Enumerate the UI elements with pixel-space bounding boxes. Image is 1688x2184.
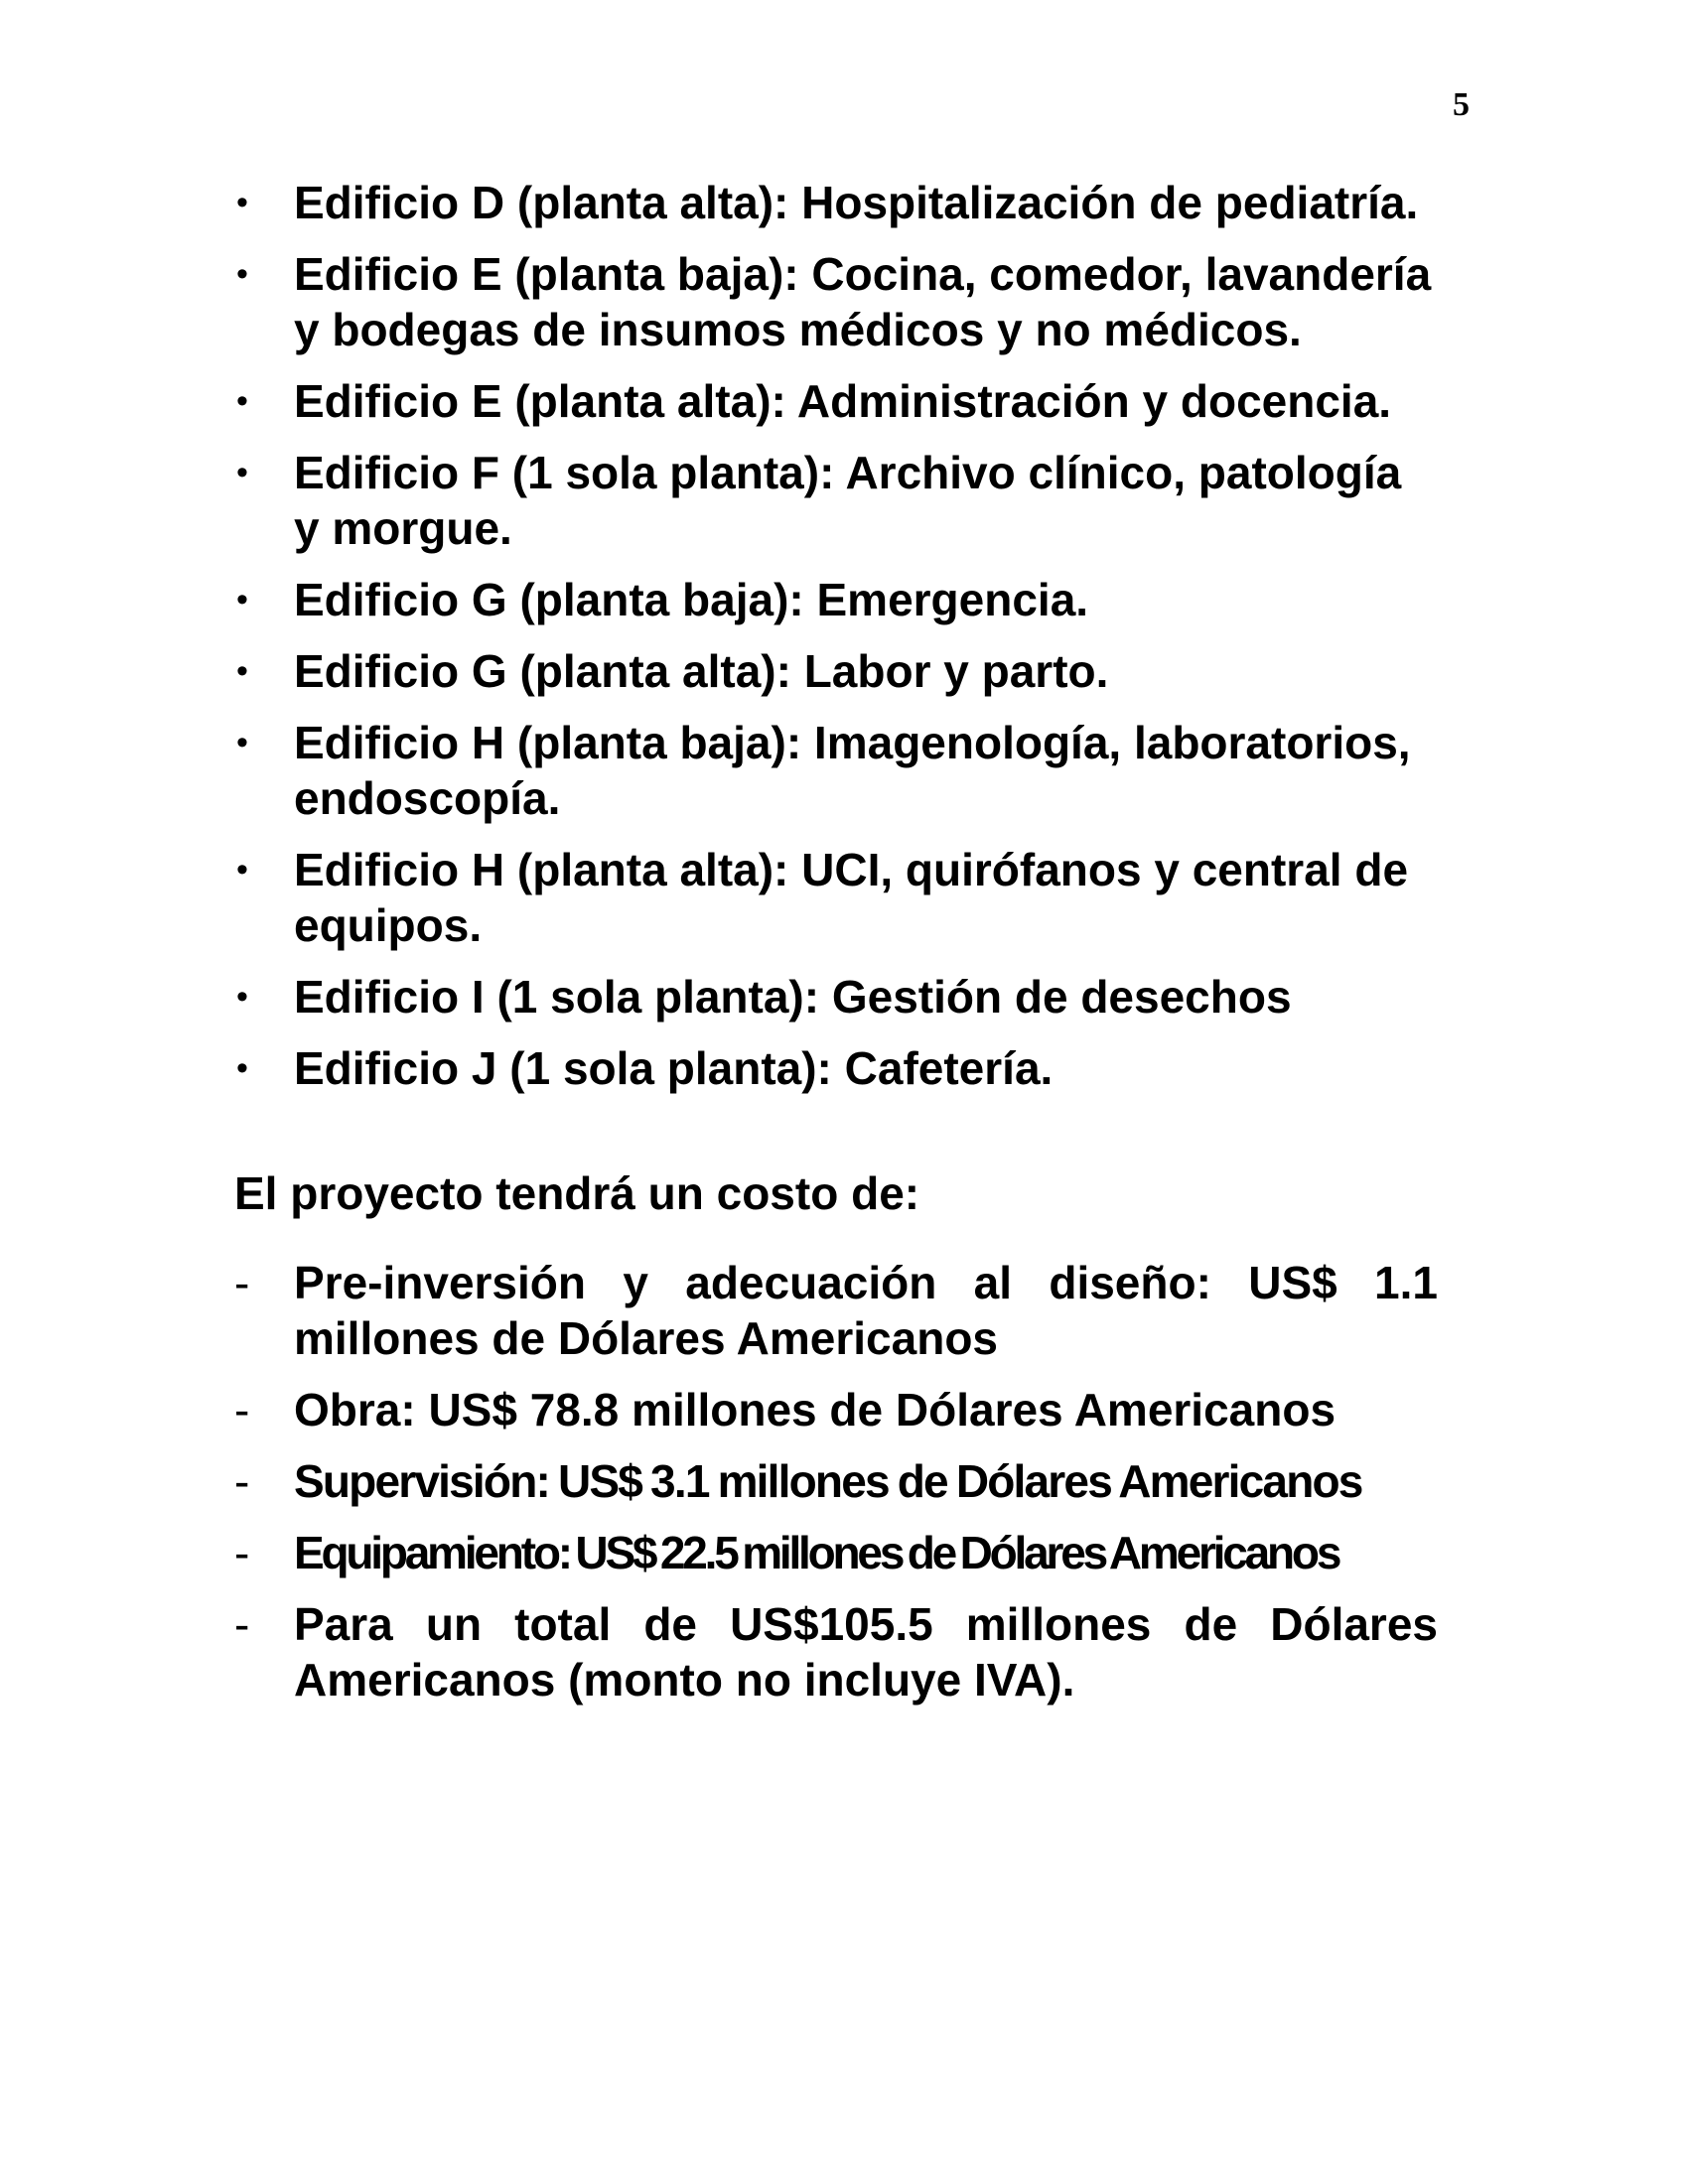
list-item — [234, 246, 1438, 357]
dash-marker: - — [234, 1455, 250, 1507]
cost-item — [234, 1453, 1438, 1509]
list-item — [234, 175, 1438, 230]
list-item — [234, 373, 1438, 429]
list-item-text: Edificio E (planta baja): Cocina, comedor, lavandería y bodegas de insumos médicos y no médicos. — [294, 248, 1432, 355]
bullet-marker: • — [236, 454, 248, 491]
cost-item — [234, 1596, 1438, 1707]
list-item — [234, 572, 1438, 627]
bullet-marker: • — [236, 382, 248, 420]
list-item-text: Edificio G (planta baja): Emergencia. — [294, 574, 1089, 625]
page-body — [234, 175, 1438, 1723]
list-item — [234, 445, 1438, 556]
bullet-marker: • — [236, 724, 248, 761]
list-item-text: Edificio H (planta baja): Imagenología, laboratorios, endoscopía. — [294, 717, 1411, 824]
list-item — [234, 715, 1438, 826]
cost-list — [234, 1255, 1438, 1707]
list-item-text: Edificio H (planta alta): UCI, quirófanos y central de equipos. — [294, 844, 1409, 951]
cost-heading: El proyecto tendrá un costo de: — [234, 1167, 920, 1219]
dash-marker: - — [234, 1257, 250, 1308]
cost-item — [234, 1525, 1438, 1580]
bullet-marker: • — [236, 255, 248, 293]
list-item-text: Edificio G (planta alta): Labor y parto. — [294, 645, 1109, 697]
bullet-marker: • — [236, 184, 248, 221]
cost-item — [234, 1255, 1438, 1366]
dash-marker: - — [234, 1527, 250, 1578]
cost-item-text: Equipamiento: US$ 22.5 millones de Dólares Americanos — [294, 1527, 1339, 1578]
dash-marker: - — [234, 1598, 250, 1650]
dash-marker: - — [234, 1384, 250, 1435]
bullet-marker: • — [236, 581, 248, 618]
cost-item-text: Supervisión: US$ 3.1 millones de Dólares Americanos — [294, 1455, 1362, 1507]
bullet-marker: • — [236, 1049, 248, 1087]
bullet-marker: • — [236, 978, 248, 1016]
list-item-text: Edificio D (planta alta): Hospitalización de pediatría. — [294, 177, 1419, 228]
list-item-text: Edificio I (1 sola planta): Gestión de desechos — [294, 971, 1292, 1023]
list-item — [234, 643, 1438, 699]
bullet-marker: • — [236, 652, 248, 690]
list-item-text: Edificio E (planta alta): Administración y docencia. — [294, 375, 1392, 427]
list-item — [234, 842, 1438, 953]
list-item — [234, 969, 1438, 1024]
list-item-text: Edificio J (1 sola planta): Cafetería. — [294, 1042, 1054, 1094]
cost-item-text: Para un total de US$105.5 millones de Dólares Americanos (monto no incluye IVA). — [294, 1598, 1438, 1706]
cost-item — [234, 1382, 1438, 1437]
list-item — [234, 1040, 1438, 1096]
cost-item-text: Obra: US$ 78.8 millones de Dólares Americanos — [294, 1384, 1336, 1435]
building-list — [234, 175, 1438, 1096]
page-number: 5 — [1453, 86, 1470, 123]
list-item-text: Edificio F (1 sola planta): Archivo clínico, patología y morgue. — [294, 447, 1402, 554]
cost-item-text: Pre-inversión y adecuación al diseño: US$ 1.1 millones de Dólares Americanos — [294, 1257, 1438, 1364]
bullet-marker: • — [236, 851, 248, 888]
